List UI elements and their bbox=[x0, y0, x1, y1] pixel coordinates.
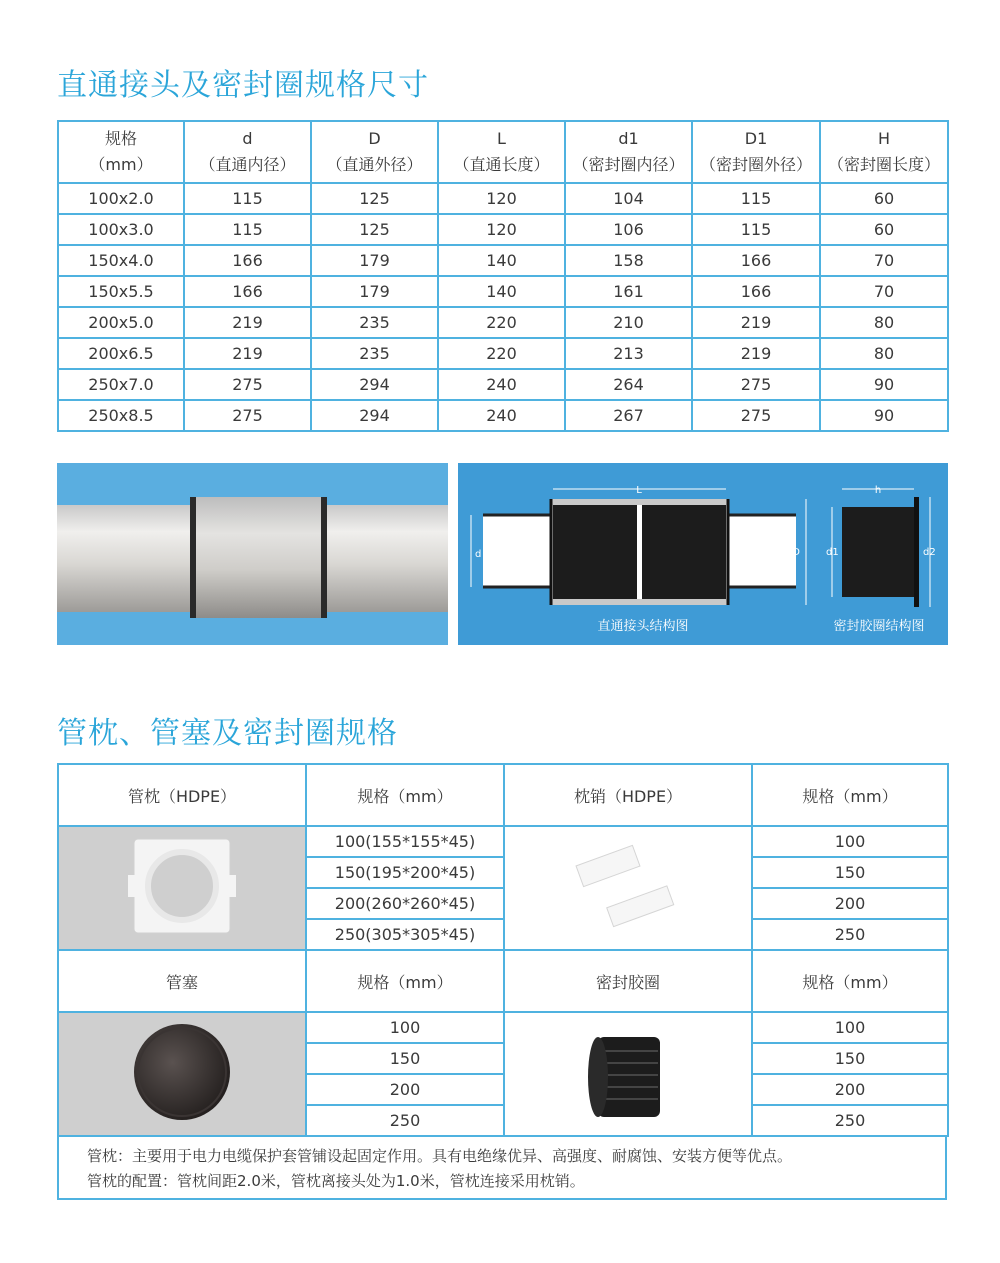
label-h: h bbox=[874, 485, 882, 496]
table-cell: 70 bbox=[820, 245, 948, 276]
table-cell: 125 bbox=[311, 214, 438, 245]
table-cell: 140 bbox=[438, 276, 565, 307]
caption-coupling: 直通接头结构图 bbox=[597, 619, 689, 634]
header-cell: 管塞 bbox=[58, 950, 306, 1012]
table-row bbox=[58, 369, 948, 400]
table-cell: 90 bbox=[820, 369, 948, 400]
pipe-support-image bbox=[58, 826, 306, 950]
table-cell: 179 bbox=[311, 276, 438, 307]
table-cell: 166 bbox=[692, 245, 820, 276]
label-D: D bbox=[792, 547, 800, 558]
table-cell: 115 bbox=[692, 214, 820, 245]
table-row bbox=[58, 245, 948, 276]
table-cell: 140 bbox=[438, 245, 565, 276]
accessory-spec-table bbox=[57, 763, 949, 1137]
table-cell: 120 bbox=[438, 214, 565, 245]
table-cell: 267 bbox=[565, 400, 692, 431]
table-cell: 219 bbox=[692, 338, 820, 369]
spec-cell: 150 bbox=[306, 1043, 504, 1074]
table-row bbox=[58, 1012, 948, 1043]
table-cell: 213 bbox=[565, 338, 692, 369]
table-cell: 60 bbox=[820, 214, 948, 245]
table-cell: 275 bbox=[692, 369, 820, 400]
table-cell: 294 bbox=[311, 400, 438, 431]
spec-cell: 200 bbox=[752, 888, 948, 919]
spec-cell: 250(305*305*45) bbox=[306, 919, 504, 950]
note-line: 管枕的配置：管枕间距2.0米，管枕离接头处为1.0米，管枕连接采用枕销。 bbox=[87, 1172, 585, 1190]
table-cell: 294 bbox=[311, 369, 438, 400]
header-cell: 规格（mm） bbox=[752, 764, 948, 826]
header-cell: 规格（mm） bbox=[306, 764, 504, 826]
table-cell: 150x4.0 bbox=[58, 245, 184, 276]
table-cell: 200x6.5 bbox=[58, 338, 184, 369]
section-title-accessories: 管枕、管塞及密封圈规格 bbox=[57, 716, 398, 751]
table-cell: 150x5.5 bbox=[58, 276, 184, 307]
table-cell: 104 bbox=[565, 183, 692, 214]
header-cell: d （直通内径） bbox=[184, 121, 311, 183]
table-cell: 115 bbox=[184, 183, 311, 214]
table-cell: 70 bbox=[820, 276, 948, 307]
table-cell: 179 bbox=[311, 245, 438, 276]
spec-cell: 200(260*260*45) bbox=[306, 888, 504, 919]
header-cell: H （密封圈长度） bbox=[820, 121, 948, 183]
table-cell: 158 bbox=[565, 245, 692, 276]
table-row bbox=[58, 338, 948, 369]
table-cell: 250x8.5 bbox=[58, 400, 184, 431]
spec-cell: 100 bbox=[306, 1012, 504, 1043]
header-cell: D1 （密封圈外径） bbox=[692, 121, 820, 183]
table-cell: 60 bbox=[820, 183, 948, 214]
structure-diagram bbox=[458, 463, 948, 645]
table-cell: 275 bbox=[184, 369, 311, 400]
table-row bbox=[58, 276, 948, 307]
header-cell: 规格（mm） bbox=[752, 950, 948, 1012]
spec-cell: 200 bbox=[306, 1074, 504, 1105]
table-cell: 235 bbox=[311, 338, 438, 369]
table-cell: 100x2.0 bbox=[58, 183, 184, 214]
table-cell: 80 bbox=[820, 338, 948, 369]
spec-cell: 150 bbox=[752, 857, 948, 888]
table-row bbox=[58, 183, 948, 214]
seal-ring-image bbox=[504, 1012, 752, 1136]
header-cell: D （直通外径） bbox=[311, 121, 438, 183]
spec-cell: 250 bbox=[752, 919, 948, 950]
table-cell: 100x3.0 bbox=[58, 214, 184, 245]
table-header-row bbox=[58, 950, 948, 1012]
fitting-photo bbox=[57, 463, 448, 645]
table-cell: 106 bbox=[565, 214, 692, 245]
label-d2: d2 bbox=[923, 547, 936, 558]
table-cell: 240 bbox=[438, 369, 565, 400]
spec-cell: 250 bbox=[752, 1105, 948, 1136]
header-cell: d1 （密封圈内径） bbox=[565, 121, 692, 183]
label-d1: d1 bbox=[826, 547, 839, 558]
table-cell: 115 bbox=[184, 214, 311, 245]
table-cell: 90 bbox=[820, 400, 948, 431]
note-line: 管枕：主要用于电力电缆保护套管铺设起固定作用。具有电绝缘优异、高强度、耐腐蚀、安装方便等优点。 bbox=[87, 1147, 793, 1165]
table-cell: 125 bbox=[311, 183, 438, 214]
table-cell: 219 bbox=[184, 338, 311, 369]
table-cell: 220 bbox=[438, 338, 565, 369]
fitting-spec-table bbox=[57, 120, 949, 432]
table-cell: 166 bbox=[184, 276, 311, 307]
table-cell: 275 bbox=[692, 400, 820, 431]
pipe-plug-image bbox=[58, 1012, 306, 1136]
table-cell: 264 bbox=[565, 369, 692, 400]
spec-cell: 200 bbox=[752, 1074, 948, 1105]
table-cell: 210 bbox=[565, 307, 692, 338]
header-cell: 密封胶圈 bbox=[504, 950, 752, 1012]
table-row bbox=[58, 307, 948, 338]
header-cell: L （直通长度） bbox=[438, 121, 565, 183]
table-cell: 161 bbox=[565, 276, 692, 307]
table-cell: 120 bbox=[438, 183, 565, 214]
table-cell: 275 bbox=[184, 400, 311, 431]
table-header-row bbox=[58, 121, 948, 183]
table-cell: 235 bbox=[311, 307, 438, 338]
table-cell: 166 bbox=[692, 276, 820, 307]
header-cell: 规格 （mm） bbox=[58, 121, 184, 183]
spec-cell: 150(195*200*45) bbox=[306, 857, 504, 888]
header-cell: 规格（mm） bbox=[306, 950, 504, 1012]
support-pin-image bbox=[504, 826, 752, 950]
header-cell: 枕销（HDPE） bbox=[504, 764, 752, 826]
table-row bbox=[58, 214, 948, 245]
spec-cell: 150 bbox=[752, 1043, 948, 1074]
spec-cell: 100 bbox=[752, 1012, 948, 1043]
table-cell: 250x7.0 bbox=[58, 369, 184, 400]
header-cell: 管枕（HDPE） bbox=[58, 764, 306, 826]
caption-seal: 密封胶圈结构图 bbox=[833, 619, 925, 634]
table-cell: 240 bbox=[438, 400, 565, 431]
table-header-row bbox=[58, 764, 948, 826]
table-row bbox=[58, 826, 948, 857]
table-row bbox=[58, 400, 948, 431]
label-d: d bbox=[475, 549, 482, 560]
table-cell: 80 bbox=[820, 307, 948, 338]
table-cell: 220 bbox=[438, 307, 565, 338]
table-cell: 219 bbox=[184, 307, 311, 338]
usage-notes bbox=[57, 1137, 947, 1200]
table-cell: 219 bbox=[692, 307, 820, 338]
table-cell: 115 bbox=[692, 183, 820, 214]
section-title-fittings: 直通接头及密封圈规格尺寸 bbox=[57, 68, 429, 103]
spec-cell: 250 bbox=[306, 1105, 504, 1136]
table-cell: 200x5.0 bbox=[58, 307, 184, 338]
spec-cell: 100 bbox=[752, 826, 948, 857]
spec-cell: 100(155*155*45) bbox=[306, 826, 504, 857]
table-cell: 166 bbox=[184, 245, 311, 276]
label-L: L bbox=[636, 485, 642, 496]
